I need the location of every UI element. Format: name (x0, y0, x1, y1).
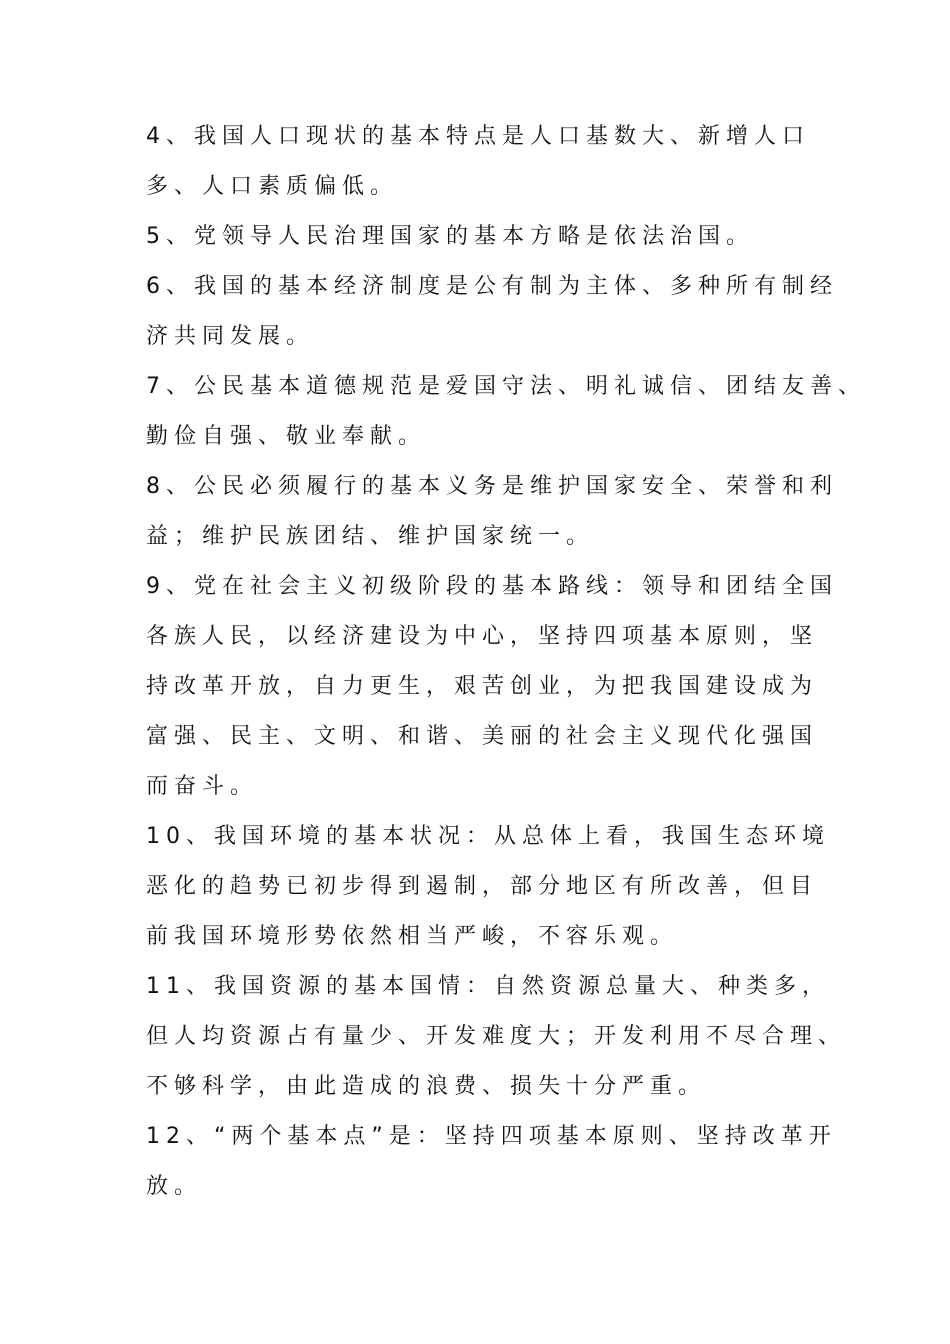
text-line: 前我国环境形势依然相当严峻，不容乐观。 (146, 924, 679, 949)
text-line: 济共同发展。 (146, 324, 315, 349)
text-line: 益；维护民族团结、维护国家统一。 (146, 524, 595, 549)
text-line: 10、我国环境的基本状况：从总体上看，我国生态环境 (146, 824, 830, 849)
text-line: 勤俭自强、敬业奉献。 (146, 424, 427, 449)
text-line: 4、我国人口现状的基本特点是人口基数大、新增人口 (146, 124, 810, 149)
paragraph-item-9 (146, 562, 838, 812)
text-line: 放。 (146, 1174, 203, 1199)
paragraph-item-12 (146, 1112, 837, 1212)
text-line: 各族人民，以经济建设为中心，坚持四项基本原则，坚 (146, 624, 819, 649)
text-line: 富强、民主、文明、和谐、美丽的社会主义现代化强国 (146, 724, 819, 749)
text-line: 5、党领导人民治理国家的基本方略是依法治国。 (146, 224, 754, 249)
text-line: 6、我国的基本经济制度是公有制为主体、多种所有制经 (146, 274, 838, 299)
text-line: 但人均资源占有量少、开发难度大；开发利用不尽合理、 (146, 1024, 847, 1049)
paragraph-item-8 (146, 462, 838, 562)
text-line: 12、“两个基本点”是：坚持四项基本原则、坚持改革开 (146, 1124, 837, 1149)
paragraph-item-4 (146, 112, 814, 212)
text-line: 11、我国资源的基本国情：自然资源总量大、种类多， (146, 974, 830, 999)
text-line: 多、人口素质偏低。 (146, 174, 399, 199)
text-line: 持改革开放，自力更生，艰苦创业，为把我国建设成为 (146, 674, 819, 699)
paragraph-item-10 (146, 812, 830, 962)
document-body (146, 112, 866, 1212)
paragraph-item-6 (146, 262, 838, 362)
text-line: 恶化的趋势已初步得到遏制，部分地区有所改善，但目 (146, 874, 819, 899)
paragraph-item-5 (146, 212, 814, 262)
paragraph-item-7 (146, 362, 866, 462)
text-line: 不够科学，由此造成的浪费、损失十分严重。 (146, 1074, 707, 1099)
paragraph-item-11 (146, 962, 847, 1112)
text-line: 9、党在社会主义初级阶段的基本路线：领导和团结全国 (146, 574, 838, 599)
text-line: 8、公民必须履行的基本义务是维护国家安全、荣誉和利 (146, 474, 838, 499)
text-line: 而奋斗。 (146, 774, 259, 799)
text-line: 7、公民基本道德规范是爱国守法、明礼诚信、团结友善、 (146, 374, 866, 399)
